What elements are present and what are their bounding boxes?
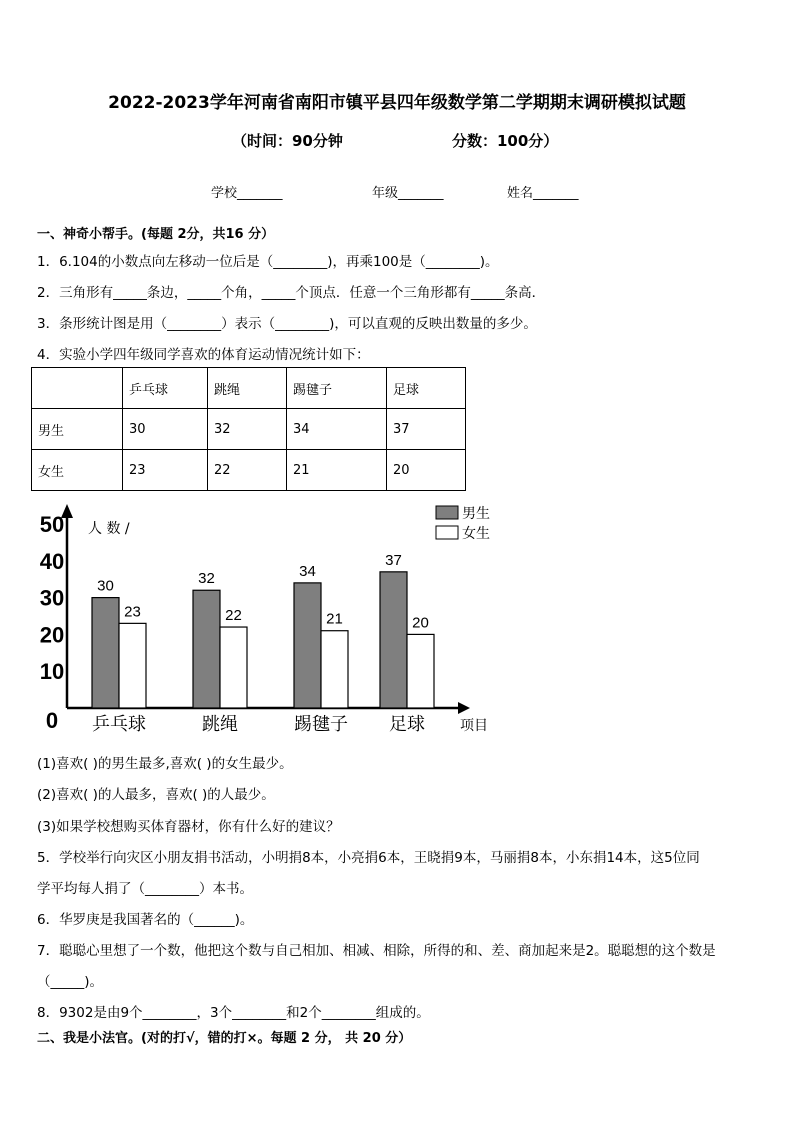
question-6: 6．华罗庚是我国著名的（______)。 (37, 912, 254, 928)
table-cell: 37 (387, 409, 466, 450)
table-cell: 女生 (32, 450, 123, 491)
y-tick-label: 10 (39, 659, 65, 685)
table-cell: 30 (123, 409, 208, 450)
school-field[interactable]: 学校_______ (211, 186, 283, 201)
table-cell: 21 (287, 450, 387, 491)
question-3: 3．条形统计图是用（________）表示（________)，可以直观的反映出数量的多少。 (37, 316, 537, 332)
table-row (32, 409, 466, 450)
data-label: 37 (385, 551, 402, 569)
table-cell (32, 368, 123, 409)
table-header-row (32, 368, 466, 409)
question-7-line-2: （_____)。 (37, 974, 104, 990)
bar-boys (380, 572, 407, 708)
exam-score: 分数：100分） (452, 132, 559, 150)
table-header-cell: 踢毽子 (287, 368, 387, 409)
table-cell: 22 (208, 450, 287, 491)
bar-boys (92, 598, 119, 708)
section2-heading: 二、我是小法官。(对的打√，错的打×。每题 2 分， 共 20 分） (37, 1031, 412, 1046)
page-title: 2022-2023学年河南省南阳市镇平县四年级数学第二学期期末调研模拟试题 (108, 93, 686, 113)
question-7-line-1: 7．聪聪心里想了一个数，他把这个数与自己相加、相减、相除，所得的和、差、商加起来是2。聪聪想的这个数是 (37, 943, 716, 959)
data-label: 32 (198, 570, 215, 588)
question-4-part-2: (2)喜欢( )的人最多，喜欢( )的人最少。 (37, 787, 275, 803)
exam-time: （时间：90分钟 (232, 132, 343, 150)
question-5-line-1: 5．学校举行向灾区小朋友捐书活动，小明捐8本，小亮捐6本，王晓捐9本，马丽捐8本，小东捐14本，这5位同 (37, 850, 700, 866)
question-2: 2．三角形有_____条边，_____个角，_____个顶点．任意一个三角形都有_____条高． (37, 285, 546, 301)
sports-table (31, 367, 466, 491)
data-label: 22 (225, 607, 242, 625)
table-header-cell: 乒乓球 (123, 368, 208, 409)
x-axis-arrow (458, 702, 470, 714)
x-axis-title: 项目 (460, 718, 488, 734)
table-header-cell: 足球 (387, 368, 466, 409)
bar-girls (220, 627, 247, 708)
table-cell: 男生 (32, 409, 123, 450)
y-tick-label: 50 (39, 512, 65, 537)
y-tick-label: 0 (45, 708, 59, 733)
question-1: 1．6.104的小数点向左移动一位后是（________)，再乘100是（________)。 (37, 254, 499, 270)
y-tick-label: 40 (39, 548, 65, 574)
table-row (32, 450, 466, 491)
data-label: 23 (124, 603, 141, 621)
table-cell: 32 (208, 409, 287, 450)
question-4-part-1: (1)喜欢( )的男生最多,喜欢( )的女生最少。 (37, 756, 293, 772)
bar-boys (193, 590, 220, 708)
bar-boys (294, 583, 321, 708)
legend-swatch (436, 506, 458, 519)
table-cell: 34 (287, 409, 387, 450)
data-label: 34 (299, 562, 316, 580)
question-8: 8．9302是由9个________，3个________和2个________组成的。 (37, 1005, 430, 1021)
legend-swatch (436, 526, 458, 539)
table-cell: 20 (387, 450, 466, 491)
sports-bar-chart (0, 496, 794, 742)
table-cell: 23 (123, 450, 208, 491)
section1-heading: 一、神奇小帮手。(每题 2分，共16 分） (37, 227, 275, 242)
x-tick-label: 足球 (389, 714, 425, 735)
data-label: 20 (412, 614, 429, 632)
y-axis-title: 人 数 / (88, 521, 130, 537)
grade-field[interactable]: 年级_______ (372, 186, 444, 201)
x-tick-label: 跳绳 (202, 714, 238, 735)
legend-label: 女生 (462, 526, 490, 542)
name-field[interactable]: 姓名_______ (507, 186, 579, 201)
question-5-line-2: 学平均每人捐了（________）本书。 (37, 881, 253, 897)
data-label: 21 (326, 610, 343, 628)
table-header-cell: 跳绳 (208, 368, 287, 409)
x-tick-label: 乒乓球 (92, 714, 146, 735)
question-4: 4．实验小学四年级同学喜欢的体育运动情况统计如下： (37, 347, 370, 363)
y-tick-label: 30 (39, 585, 65, 611)
x-tick-label: 踢毽子 (294, 714, 348, 735)
bar-girls (407, 634, 434, 708)
bar-girls (321, 631, 348, 708)
bar-girls (119, 623, 146, 708)
question-4-part-3: (3)如果学校想购买体育器材，你有什么好的建议？ (37, 819, 340, 835)
data-label: 30 (97, 577, 114, 595)
legend-label: 男生 (462, 506, 490, 522)
y-tick-label: 20 (39, 622, 65, 648)
